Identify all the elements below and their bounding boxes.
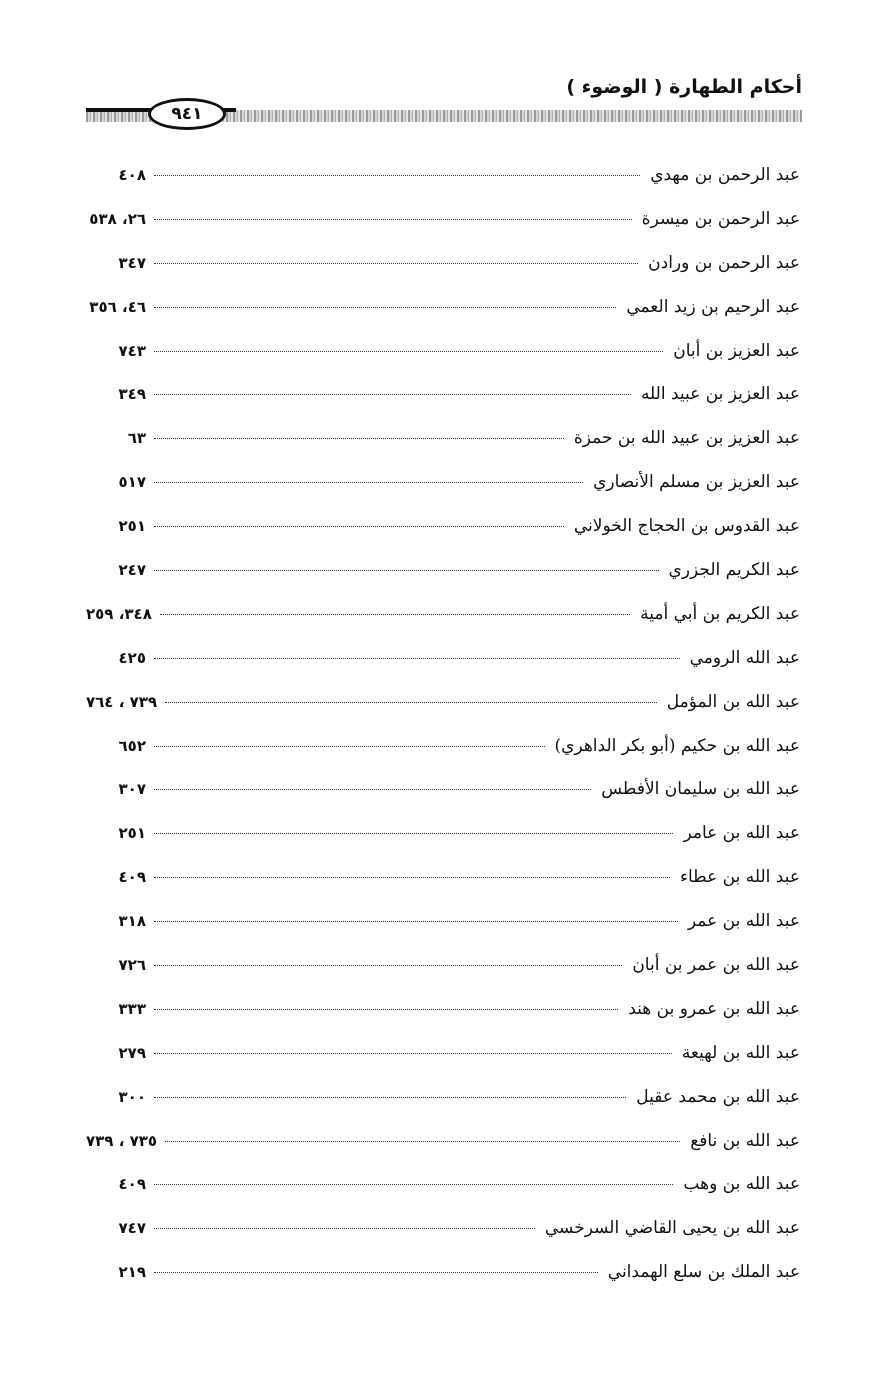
entry-name: عبد العزيز بن مسلم الأنصاري — [593, 472, 800, 493]
index-entry — [86, 1213, 800, 1257]
dot-leader — [154, 789, 591, 790]
index-entry — [86, 731, 800, 775]
entry-name: عبد الله بن عامر — [683, 823, 800, 844]
dot-leader — [154, 921, 678, 922]
index-entry — [86, 555, 800, 599]
entry-name: عبد الكريم بن أبي أمية — [640, 603, 800, 624]
dot-leader — [154, 570, 659, 571]
entry-name: عبد القدوس بن الحجاج الخولاني — [573, 516, 800, 537]
entry-pages: ٧٣٥ ، ٧٣٩ — [86, 1131, 158, 1150]
entry-name: عبد الله بن عطاء — [680, 867, 800, 888]
entry-name: عبد الله بن لهيعة — [681, 1042, 800, 1063]
entry-name: عبد الله بن محمد عقيل — [636, 1086, 800, 1107]
index-entry — [86, 292, 800, 336]
dot-leader — [154, 175, 640, 176]
index-entry — [86, 160, 800, 204]
entry-pages: ٣١٨ — [118, 912, 146, 931]
dot-leader — [154, 1053, 672, 1054]
running-title: أحكام الطهارة ( الوضوء ) — [566, 76, 802, 98]
entry-name: عبد الرحمن بن مهدي — [650, 165, 800, 185]
entry-pages: ٤٠٩ — [118, 1175, 146, 1194]
entry-name: عبد العزيز بن عبيد الله — [640, 384, 800, 405]
dot-leader — [160, 614, 630, 615]
dot-leader — [154, 526, 564, 527]
dot-leader — [154, 219, 632, 220]
entry-name: عبد الله بن عمر — [687, 911, 800, 932]
entry-name: عبد الكريم الجزري — [668, 560, 800, 581]
dot-leader — [154, 1097, 626, 1098]
entry-pages: ٣٠٧ — [118, 780, 146, 799]
entry-name: عبد الملك بن سلع الهمداني — [607, 1262, 800, 1283]
entry-pages: ٣٠٠ — [118, 1087, 146, 1106]
entry-pages: ٥١٧ — [118, 473, 146, 492]
dot-leader — [154, 833, 673, 834]
dot-leader — [154, 1009, 618, 1010]
entry-pages: ٣٣٣ — [118, 999, 146, 1018]
index-entry — [86, 994, 800, 1038]
entry-pages: ٣٤٧ — [118, 253, 146, 272]
dot-leader — [154, 482, 583, 483]
entry-name: عبد الله بن يحيى القاضي السرخسي — [544, 1218, 800, 1239]
entry-name: عبد الله بن وهب — [683, 1174, 800, 1195]
dot-leader — [154, 877, 670, 878]
index-entry — [86, 423, 800, 467]
entry-name: عبد الله بن المؤمل — [666, 691, 800, 712]
entry-pages: ٤٦، ٣٥٦ — [89, 297, 146, 316]
index-entry — [86, 862, 800, 906]
entry-name: عبد الله الرومي — [689, 647, 800, 668]
entry-pages: ٣٤٩ — [118, 385, 146, 404]
entry-name: عبد الله بن نافع — [690, 1130, 800, 1151]
dot-leader — [154, 394, 631, 395]
entry-pages: ٢٦، ٥٣٨ — [89, 209, 146, 228]
index-entry — [86, 1126, 800, 1170]
dot-leader — [154, 351, 663, 352]
index-entry — [86, 643, 800, 687]
index-entry — [86, 511, 800, 555]
entry-pages: ٢٥١ — [118, 517, 146, 536]
entry-name: عبد العزيز بن أبان — [673, 340, 800, 361]
index-entry — [86, 467, 800, 511]
dot-leader — [165, 1141, 680, 1142]
index-entry — [86, 204, 800, 248]
index-entry — [86, 906, 800, 950]
entry-name: عبد الله بن عمرو بن هند — [628, 998, 800, 1019]
entry-name: عبد الرحمن بن ميسرة — [641, 208, 800, 229]
entry-pages: ٤٢٥ — [118, 648, 146, 667]
entry-pages: ٢١٩ — [118, 1263, 146, 1282]
index-entry — [86, 1169, 800, 1213]
index-entry — [86, 248, 800, 292]
dot-leader — [154, 307, 616, 308]
dot-leader — [154, 1184, 673, 1185]
entry-pages: ٧٤٧ — [118, 1219, 146, 1238]
entry-name: عبد الله بن حكيم (أبو بكر الداهري) — [554, 735, 800, 756]
page-number: ٩٤١ — [148, 98, 226, 130]
index-entry — [86, 599, 800, 643]
index-entry — [86, 1038, 800, 1082]
index-entry — [86, 774, 800, 818]
index-entry — [86, 379, 800, 423]
entry-pages: ٧٢٦ — [118, 956, 146, 975]
dot-leader — [154, 965, 622, 966]
dot-leader — [154, 1228, 535, 1229]
dot-leader — [154, 263, 638, 264]
index-entry — [86, 1082, 800, 1126]
entry-name: عبد الله بن سليمان الأفطس — [601, 779, 800, 800]
entry-pages: ٣٤٨، ٢٥٩ — [86, 604, 152, 623]
index-entry — [86, 950, 800, 994]
entry-pages: ٧٣٩ ، ٧٦٤ — [86, 692, 158, 711]
index-entry — [86, 818, 800, 862]
entry-pages: ٢٧٩ — [118, 1043, 146, 1062]
entry-name: عبد العزيز بن عبيد الله بن حمزة — [573, 428, 800, 449]
index-entry — [86, 1257, 800, 1301]
index-entry — [86, 336, 800, 380]
dot-leader — [154, 1272, 598, 1273]
entry-pages: ٢٤٧ — [118, 561, 146, 580]
entry-pages: ٧٤٣ — [118, 341, 146, 360]
dot-leader — [154, 438, 564, 439]
index-list — [86, 160, 800, 1301]
page-header — [86, 70, 802, 134]
entry-pages: ٦٣ — [127, 429, 146, 448]
entry-name: عبد الرحيم بن زيد العمي — [626, 296, 800, 317]
dot-leader — [165, 702, 657, 703]
index-entry — [86, 687, 800, 731]
entry-pages: ٢٥١ — [118, 824, 146, 843]
entry-pages: ٦٥٢ — [118, 736, 146, 755]
entry-name: عبد الله بن عمر بن أبان — [632, 955, 800, 976]
dot-leader — [154, 658, 680, 659]
entry-pages: ٤٠٨ — [118, 166, 146, 184]
entry-pages: ٤٠٩ — [118, 868, 146, 887]
dot-leader — [154, 746, 545, 747]
entry-name: عبد الرحمن بن ورادن — [648, 252, 800, 273]
